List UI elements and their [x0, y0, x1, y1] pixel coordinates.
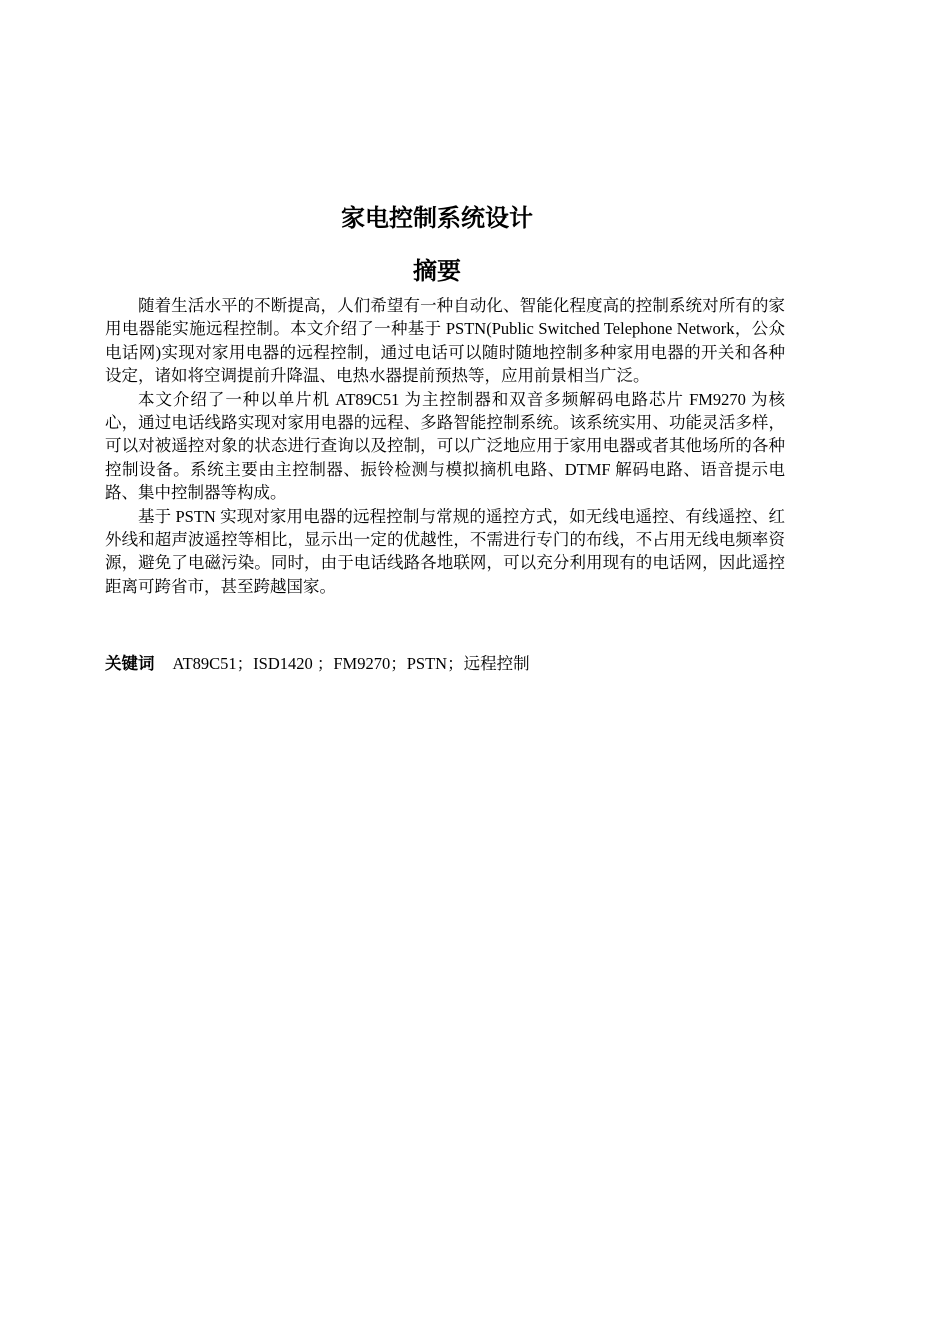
keywords-list: AT89C51；ISD1420 ；FM9270；PSTN；	[172, 654, 464, 673]
keywords-line	[105, 652, 805, 676]
abstract-body	[105, 294, 785, 598]
abstract-heading: 摘要	[413, 257, 461, 285]
abstract-paragraph-2: 本文介绍了一种以单片机 AT89C51 为主控制器和双音多频解码电路芯片 FM9270 为核心，通过电话线路实现对家用电器的远程、多路智能控制系统。该系统实用、功能灵活多样，可以对被遥控对象的状态进行查询以及控制，可以广泛地应用于家用电器或者其他场所的各种控制设备。系统主要由主控制器、振铃检测与模拟摘机电路、DTMF 解码电路、语音提示电路、集中控制器等构成。	[105, 389, 785, 503]
abstract-paragraph-1: 随着生活水平的不断提高，人们希望有一种自动化、智能化程度高的控制系统对所有的家用电器能实施远程控制。本文介绍了一种基于 PSTN(Public Switched Telephone Network，公众电话网)实现对家用电器的远程控制，通过电话可以随时随地控制多种家用电器的开关和各种设定，诸如将空调提前升降温、电热水器提前预热等，应用前景相当广泛。	[105, 296, 785, 386]
abstract-paragraph-3: 基于 PSTN 实现对家用电器的远程控制与常规的遥控方式，如无线电遥控、有线遥控、红外线和超声波遥控等相比，显示出一定的优越性，不需进行专门的布线，不占用无线电频率资源，避免了电磁污染。同时，由于电话线路各地联网，可以充分利用现有的电话网，因此遥控距离可跨省市，甚至跨越国家。	[105, 506, 785, 596]
document-title: 家电控制系统设计	[341, 204, 533, 232]
keywords-label: 关键词	[105, 654, 155, 673]
keywords-last-item: 远程控制	[463, 654, 530, 673]
